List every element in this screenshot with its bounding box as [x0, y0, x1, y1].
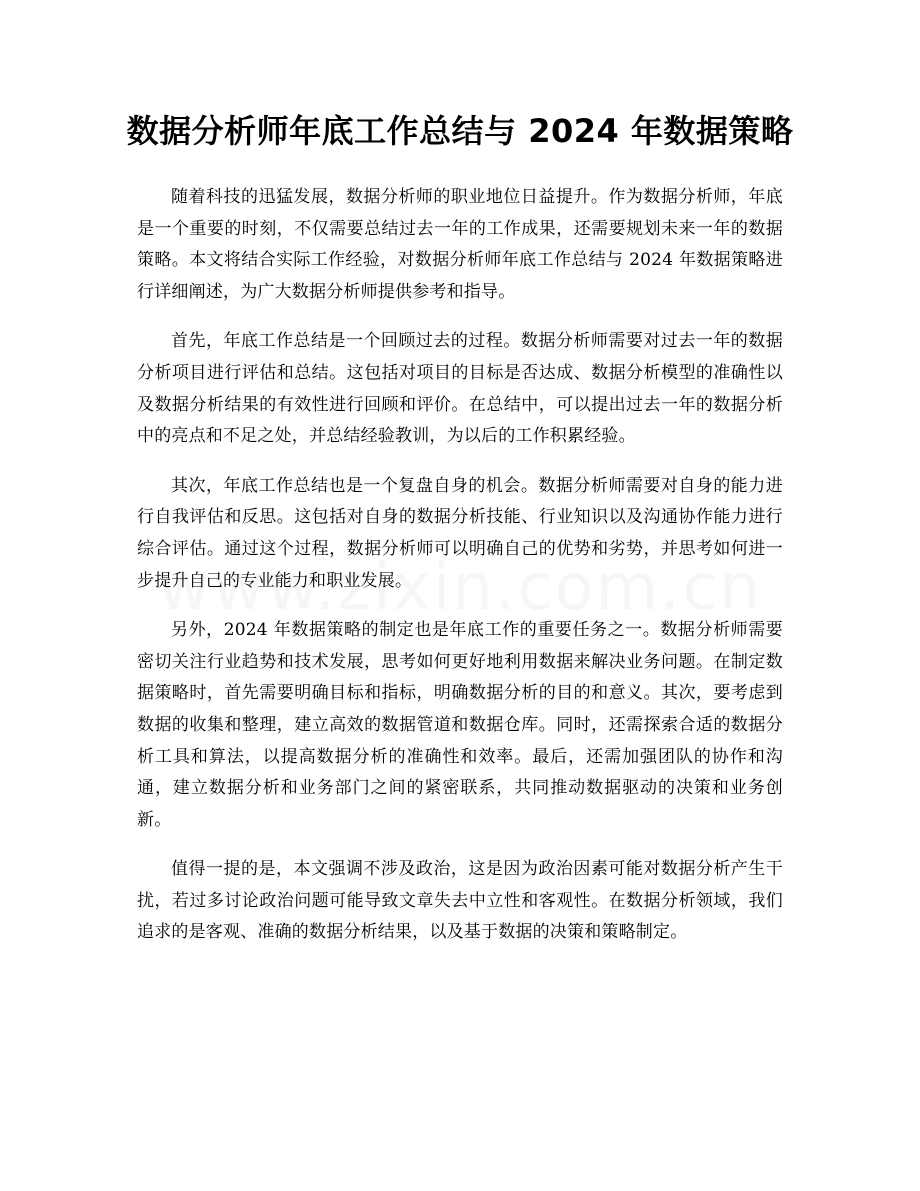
- paragraph-2: 首先，年底工作总结是一个回顾过去的过程。数据分析师需要对过去一年的数据分析项目进行评估和总结。这包括对项目的目标是否达成、数据分析模型的准确性以及数据分析结果的有效性进行回顾和评价。在总结中，可以提出过去一年的数据分析中的亮点和不足之处，并总结经验教训，为以后的工作积累经验。: [137, 331, 783, 447]
- paragraph-1: 随着科技的迅猛发展，数据分析师的职业地位日益提升。作为数据分析师，年底是一个重要的时刻，不仅需要总结过去一年的工作成果，还需要规划未来一年的数据策略。本文将结合实际工作经验，对数据分析师年底工作总结与 2024 年数据策略进行详细阐述，为广大数据分析师提供参考和指导。: [137, 187, 783, 302]
- document-title: 数据分析师年底工作总结与 2024 年数据策略: [126, 112, 794, 150]
- document-body: [137, 182, 783, 967]
- paragraph-3: 其次，年底工作总结也是一个复盘自身的机会。数据分析师需要对自身的能力进行自我评估和反思。这包括对自身的数据分析技能、行业知识以及沟通协作能力进行综合评估。通过这个过程，数据分析师可以明确自己的优势和劣势，并思考如何进一步提升自己的专业能力和职业发展。: [137, 475, 783, 591]
- paragraph-5: 值得一提的是，本文强调不涉及政治，这是因为政治因素可能对数据分析产生干扰，若过多讨论政治问题可能导致文章失去中立性和客观性。在数据分析领域，我们追求的是客观、准确的数据分析结果，以及基于数据的决策和策略制定。: [137, 859, 783, 943]
- paragraph-4: 另外，2024 年数据策略的制定也是年底工作的重要任务之一。数据分析师需要密切关注行业趋势和技术发展，思考如何更好地利用数据来解决业务问题。在制定数据策略时，首先需要明确目标和指标，明确数据分析的目的和意义。其次，要考虑到数据的收集和整理，建立高效的数据管道和数据仓库。同时，还需探索合适的数据分析工具和算法，以提高数据分析的准确性和效率。最后，还需加强团队的协作和沟通，建立数据分析和业务部门之间的紧密联系，共同推动数据驱动的决策和业务创新。: [137, 620, 783, 830]
